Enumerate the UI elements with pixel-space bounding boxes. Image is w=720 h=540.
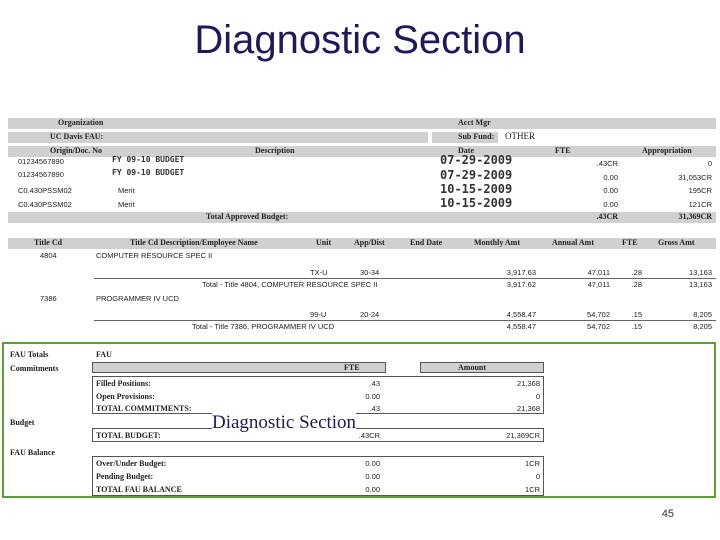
title-annual: 47,011 bbox=[587, 268, 610, 277]
budget-fte: 0.00 bbox=[603, 173, 618, 182]
acct-mgr-label: Acct Mgr bbox=[458, 118, 491, 127]
amount-header: Amount bbox=[458, 363, 487, 372]
fte-header: FTE bbox=[344, 363, 360, 372]
commitments-fte-band bbox=[92, 362, 386, 373]
title-total-divider bbox=[94, 278, 716, 279]
title-description: PROGRAMMER IV UCD bbox=[96, 294, 179, 303]
col-monthly-amt: Monthly Amt bbox=[474, 238, 520, 247]
total-commitments-label: TOTAL COMMITMENTS: bbox=[96, 404, 192, 413]
title-gross: 8,205 bbox=[693, 310, 712, 319]
total-budget-fte: .43CR bbox=[358, 431, 380, 440]
budget-date: 07-29-2009 bbox=[440, 168, 513, 182]
organization-band bbox=[8, 118, 716, 129]
budget-fte: 0.00 bbox=[603, 200, 618, 209]
title-total-fte: .28 bbox=[631, 280, 642, 289]
budget-date: 10-15-2009 bbox=[440, 196, 513, 210]
sub-fund-value: OTHER bbox=[505, 131, 535, 141]
title-total-divider bbox=[94, 320, 716, 321]
budget-date: 10-15-2009 bbox=[440, 182, 513, 196]
budget-label: Budget bbox=[10, 418, 35, 427]
budget-fte: 0.00 bbox=[603, 186, 618, 195]
total-commitments-amount: 21,368 bbox=[517, 404, 540, 413]
title-total-label: Total - Title 4804, COMPUTER RESOURCE SPEC II bbox=[202, 280, 378, 289]
sub-fund-label: Sub Fund: bbox=[458, 132, 495, 141]
title-total-label: Total - Title 7386, PROGRAMMER IV UCD bbox=[192, 322, 335, 331]
total-fau-balance-amount: 1CR bbox=[524, 485, 540, 494]
title-annual: 54,702 bbox=[587, 310, 610, 319]
col-appropriation: Appropriation bbox=[642, 146, 692, 155]
total-budget-label: TOTAL BUDGET: bbox=[96, 431, 161, 440]
title-fte: .15 bbox=[631, 310, 642, 319]
col-annual-amt: Annual Amt bbox=[552, 238, 595, 247]
col-gross-amt: Gross Amt bbox=[658, 238, 695, 247]
title-gross: 13,163 bbox=[689, 268, 712, 277]
over-under-amount: 1CR bbox=[524, 459, 540, 468]
filled-positions-fte: .43 bbox=[369, 379, 380, 388]
organization-label: Organization bbox=[58, 118, 104, 127]
title-total-monthly: 4,558.47 bbox=[506, 322, 536, 331]
total-fau-balance-label: TOTAL FAU BALANCE bbox=[96, 485, 182, 494]
total-commitments-fte: .43 bbox=[369, 404, 380, 413]
filled-positions-amount: 21,368 bbox=[517, 379, 540, 388]
title-total-gross: 13,163 bbox=[689, 280, 712, 289]
total-approved-appr: 31,369CR bbox=[678, 212, 712, 221]
total-approved-fte: .43CR bbox=[596, 212, 618, 221]
budget-appr: 31,053CR bbox=[678, 173, 712, 182]
title-app-dist: 30-34 bbox=[360, 268, 380, 277]
title-unit: TX-U bbox=[310, 268, 328, 277]
filled-positions-label: Filled Positions: bbox=[96, 379, 151, 388]
budget-origin: C0.430PSSM02 bbox=[18, 200, 72, 209]
title-total-fte: .15 bbox=[631, 322, 642, 331]
title-monthly: 3,917.63 bbox=[506, 268, 536, 277]
title-app-dist: 20-24 bbox=[360, 310, 380, 319]
col-date: Date bbox=[458, 146, 474, 155]
budget-desc: FY 09-10 BUDGET bbox=[112, 168, 185, 177]
diagnostic-section-caption: Diagnostic Section bbox=[212, 412, 357, 433]
title-code: 4804 bbox=[40, 251, 57, 260]
title-monthly: 4,558.47 bbox=[506, 310, 536, 319]
col-app-dist: App/Dist bbox=[354, 238, 385, 247]
budget-origin: 01234567890 bbox=[18, 170, 64, 179]
total-budget-amount: 21,369CR bbox=[506, 431, 540, 440]
budget-appr: 0 bbox=[707, 159, 712, 168]
total-approved-budget-label: Total Approved Budget: bbox=[206, 212, 289, 221]
budget-origin: 01234567890 bbox=[18, 157, 64, 166]
budget-fte: .43CR bbox=[596, 159, 618, 168]
budget-appr: 121CR bbox=[688, 200, 712, 209]
over-under-label: Over/Under Budget: bbox=[96, 459, 167, 468]
uc-davis-fau-label: UC Davis FAU: bbox=[50, 132, 104, 141]
fau-label: FAU bbox=[96, 350, 112, 359]
title-code: 7386 bbox=[40, 294, 57, 303]
pending-budget-amount: 0 bbox=[535, 472, 540, 481]
over-under-fte: 0.00 bbox=[365, 459, 380, 468]
col-unit: Unit bbox=[316, 238, 332, 247]
title-fte: .28 bbox=[631, 268, 642, 277]
total-fau-balance-fte: 0.00 bbox=[365, 485, 380, 494]
commitments-label: Commitments bbox=[10, 364, 59, 373]
budget-desc: Merit bbox=[118, 200, 135, 209]
col-fte2: FTE bbox=[622, 238, 638, 247]
title-unit: 99-U bbox=[310, 310, 327, 319]
col-fte: FTE bbox=[555, 146, 571, 155]
title-description: COMPUTER RESOURCE SPEC II bbox=[96, 251, 213, 260]
title-total-monthly: 3,917.62 bbox=[506, 280, 536, 289]
col-end-date: End Date bbox=[410, 238, 443, 247]
open-provisions-label: Open Provisions: bbox=[96, 392, 155, 401]
page-number: 45 bbox=[661, 508, 674, 520]
col-origin: Origin/Doc. No bbox=[50, 146, 102, 155]
fau-balance-label: FAU Balance bbox=[10, 448, 55, 457]
col-title-description: Title Cd Description/Employee Name bbox=[130, 238, 258, 247]
pending-budget-fte: 0.00 bbox=[365, 472, 380, 481]
slide-title: Diagnostic Section bbox=[194, 18, 526, 62]
title-total-gross: 8,205 bbox=[693, 322, 712, 331]
budget-desc: Merit bbox=[118, 186, 135, 195]
open-provisions-amount: 0 bbox=[535, 392, 540, 401]
open-provisions-fte: 0.00 bbox=[365, 392, 380, 401]
budget-desc: FY 09-10 BUDGET bbox=[112, 155, 185, 164]
title-total-annual: 54,702 bbox=[587, 322, 610, 331]
pending-budget-label: Pending Budget: bbox=[96, 472, 154, 481]
col-description: Description bbox=[255, 146, 295, 155]
budget-origin: C0.430PSSM02 bbox=[18, 186, 72, 195]
budget-appr: 195CR bbox=[688, 186, 712, 195]
budget-date: 07-29-2009 bbox=[440, 153, 513, 167]
title-total-annual: 47,011 bbox=[587, 280, 610, 289]
col-title-cd: Title Cd bbox=[34, 238, 63, 247]
fau-totals-label: FAU Totals bbox=[10, 350, 49, 359]
